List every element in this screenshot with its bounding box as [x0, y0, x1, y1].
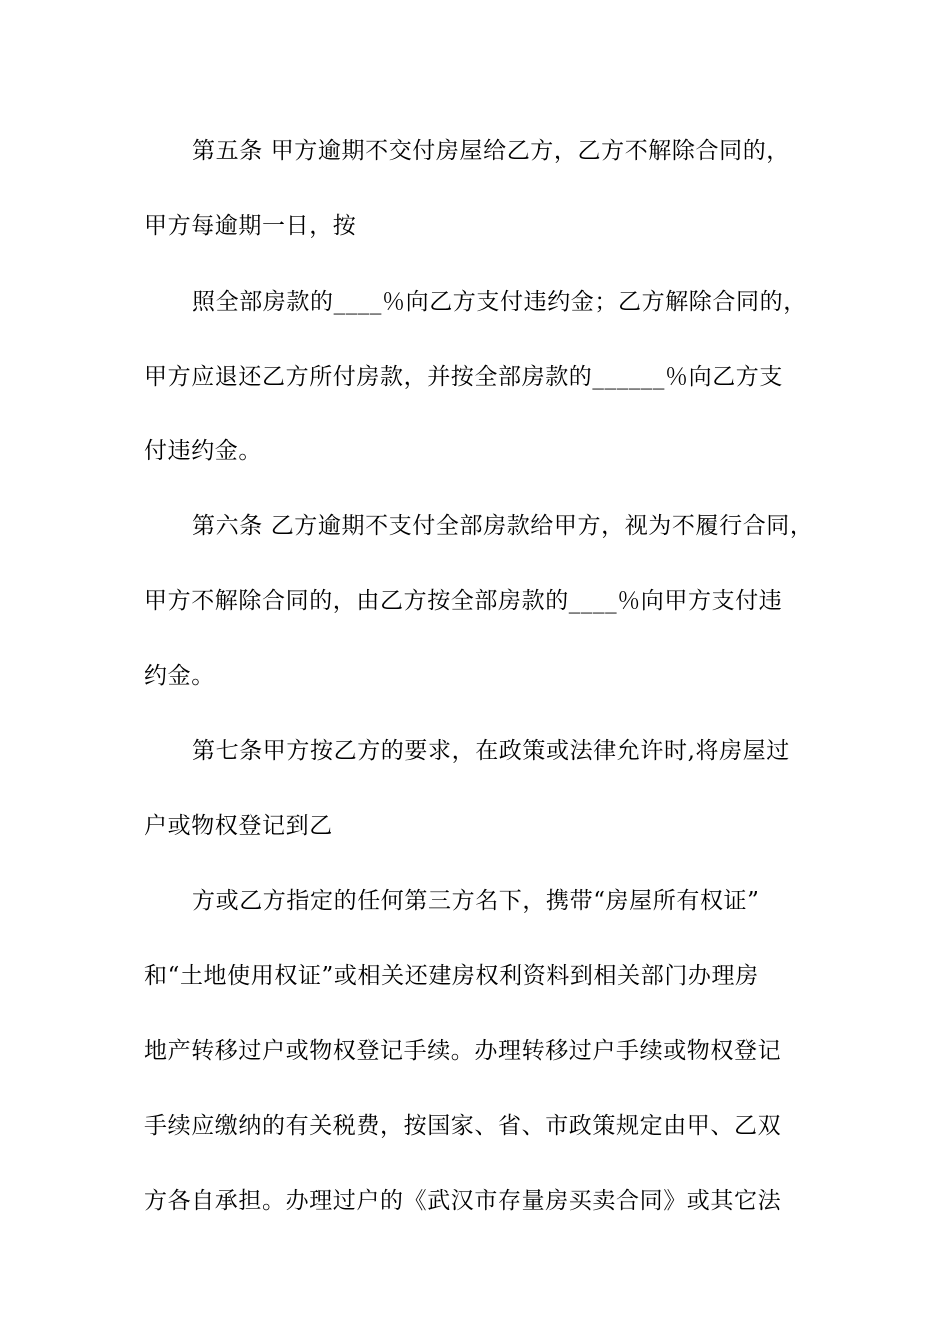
article-7-line-2: 户或物权登记到乙	[144, 813, 333, 839]
article-7-line-7: 方各自承担。办理过户的《武汉市存量房买卖合同》或其它法	[144, 1188, 782, 1214]
article-5-line-1: 第五条 甲方逾期不交付房屋给乙方，乙方不解除合同的，	[192, 138, 790, 164]
article-5-line-4: 甲方应退还乙方所付房款，并按全部房款的______％向乙方支	[144, 364, 783, 390]
article-6-line-2: 甲方不解除合同的，由乙方按全部房款的____％向甲方支付违	[144, 588, 783, 614]
article-7-line-6: 手续应缴纳的有关税费，按国家、省、市政策规定由甲、乙双	[144, 1113, 782, 1139]
article-6-line-3: 约金。	[144, 663, 215, 689]
article-5-line-3: 照全部房款的____％向乙方支付违约金；乙方解除合同的，	[192, 289, 807, 315]
article-7-line-4: 和“土地使用权证”或相关还建房权利资料到相关部门办理房	[144, 963, 759, 989]
article-5-line-2: 甲方每逾期一日，按	[144, 213, 357, 239]
article-5-line-5: 付违约金。	[144, 438, 262, 464]
article-7-line-5: 地产转移过户或物权登记手续。办理转移过户手续或物权登记	[144, 1038, 782, 1064]
article-6-line-1: 第六条 乙方逾期不支付全部房款给甲方，视为不履行合同，	[192, 513, 814, 539]
article-7-line-1: 第七条甲方按乙方的要求，在政策或法律允许时,将房屋过	[192, 738, 790, 764]
article-7-line-3: 方或乙方指定的任何第三方名下，携带“房屋所有权证”	[192, 888, 760, 914]
